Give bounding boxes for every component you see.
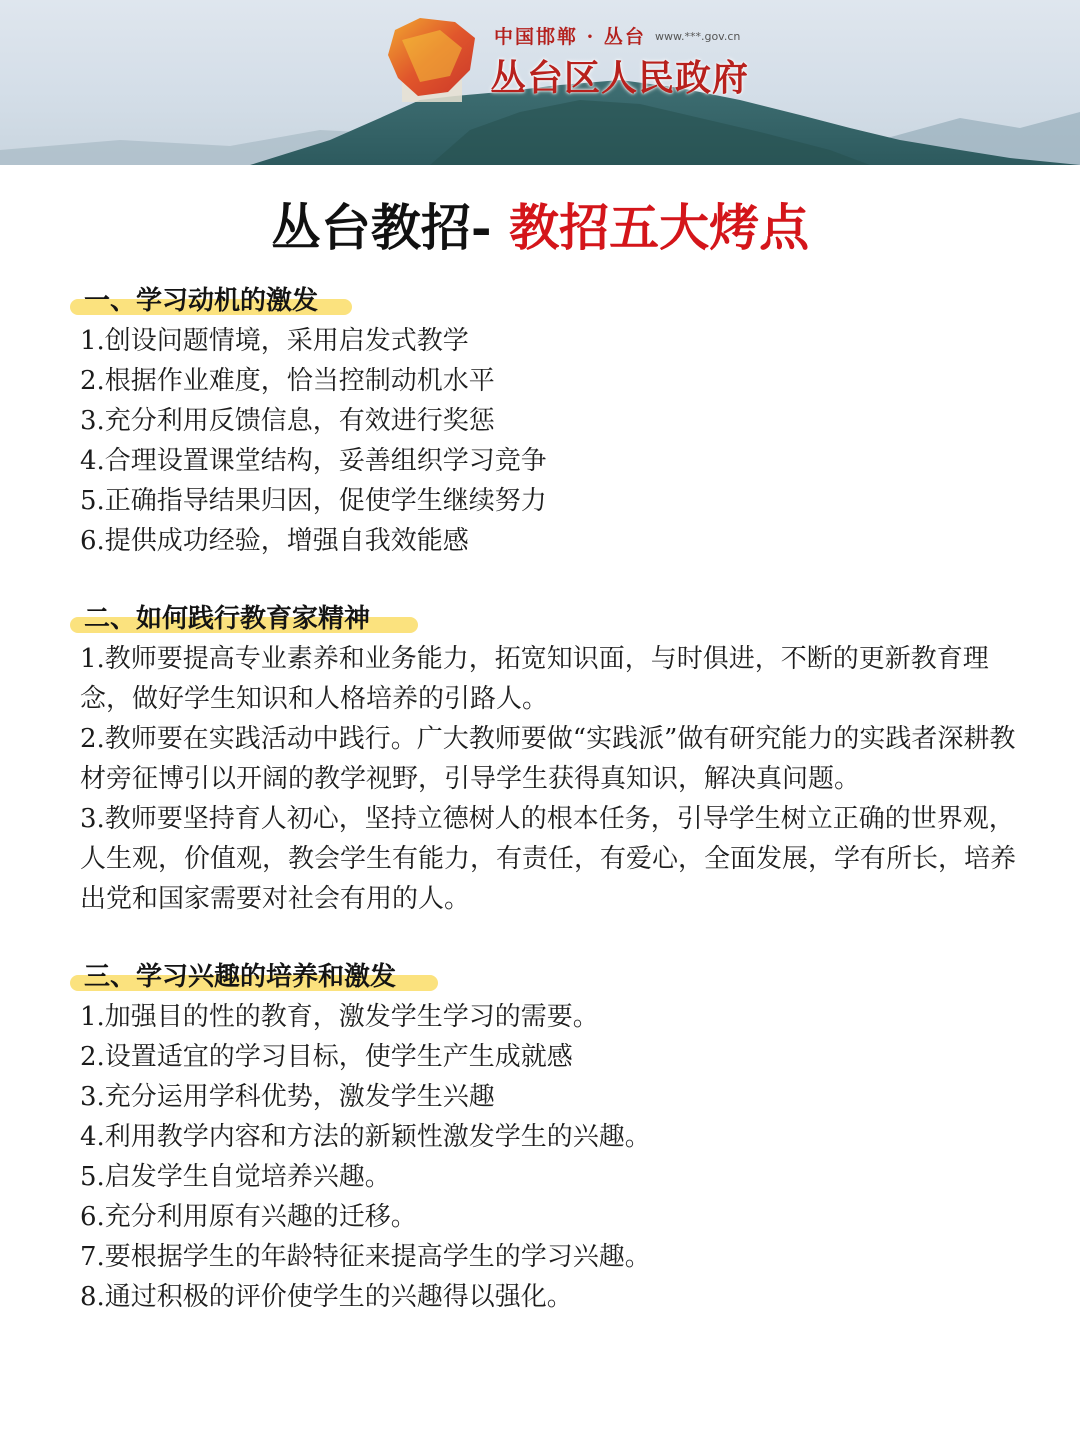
section-motivation xyxy=(80,283,1030,561)
page-title xyxy=(0,188,1080,260)
list-item: 1.加强目的性的教育，激发学生学习的需要。 xyxy=(80,1002,599,1032)
page-title-prefix: 丛台教招- xyxy=(270,198,510,257)
list-item: 3.充分利用反馈信息，有效进行奖惩 xyxy=(80,406,495,436)
section-heading-wrap xyxy=(80,283,1030,319)
list-item: 5.正确指导结果归因，促使学生继续努力 xyxy=(80,486,547,516)
list-item: 2.根据作业难度，恰当控制动机水平 xyxy=(80,366,495,396)
section-heading: 三、学习兴趣的培养和激发 xyxy=(84,962,397,992)
banner-title: 丛台区人民政府 xyxy=(490,57,750,99)
list-item: 2.教师要在实践活动中践行。广大教师要做“实践派”做有研究能力的实践者深耕教材旁征博引以开阔的教学视野，引导学生获得真知识，解决真问题。 xyxy=(80,724,1016,794)
list-item: 3.教师要坚持育人初心，坚持立德树人的根本任务，引导学生树立正确的世界观，人生观，价值观，教会学生有能力，有责任，有爱心，全面发展，学有所长，培养出党和国家需要对社会有用的人。 xyxy=(80,804,1017,914)
list-item: 5.启发学生自觉培养兴趣。 xyxy=(80,1162,391,1192)
list-item: 1.教师要提高专业素养和业务能力，拓宽知识面，与时俱进，不断的更新教育理念，做好学生知识和人格培养的引路人。 xyxy=(80,644,989,714)
list-item: 4.合理设置课堂结构，妥善组织学习竞争 xyxy=(80,446,547,476)
section-heading-wrap xyxy=(80,959,1030,995)
page-title-highlight: 教招五大烤点 xyxy=(509,198,810,257)
list-item: 1.创设问题情境，采用启发式教学 xyxy=(80,326,469,356)
header-banner xyxy=(0,0,1080,165)
banner-url: www.***.gov.cn xyxy=(655,30,741,43)
section-interest xyxy=(80,959,1030,1317)
section-heading: 一、学习动机的激发 xyxy=(84,286,319,316)
list-item: 7.要根据学生的年龄特征来提高学生的学习兴趣。 xyxy=(80,1242,651,1272)
article-body xyxy=(80,283,1030,1357)
list-item: 8.通过积极的评价使学生的兴趣得以强化。 xyxy=(80,1282,573,1312)
list-item: 3.充分运用学科优势，激发学生兴趣 xyxy=(80,1082,495,1112)
list-item: 4.利用教学内容和方法的新颖性激发学生的兴趣。 xyxy=(80,1122,651,1152)
list-item: 6.充分利用原有兴趣的迁移。 xyxy=(80,1202,417,1232)
list-item: 6.提供成功经验，增强自我效能感 xyxy=(80,526,469,556)
banner-subtitle: 中国邯郸 · 丛台 xyxy=(494,26,646,48)
list-item: 2.设置适宜的学习目标，使学生产生成就感 xyxy=(80,1042,573,1072)
section-educator-spirit xyxy=(80,601,1030,919)
section-heading-wrap xyxy=(80,601,1030,637)
section-heading: 二、如何践行教育家精神 xyxy=(84,604,371,634)
